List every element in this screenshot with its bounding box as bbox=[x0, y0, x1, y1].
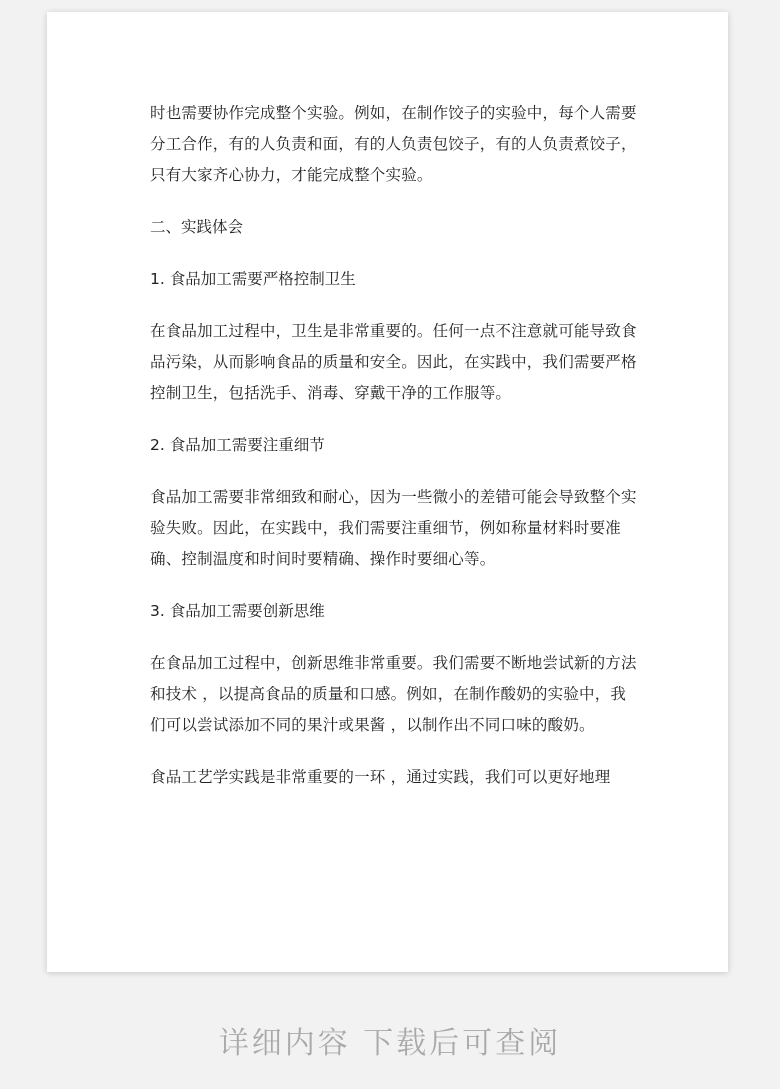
section-heading-practice: 二、实践体会 bbox=[150, 218, 244, 236]
subheading-innovation: 3. 食品加工需要创新思维 bbox=[150, 602, 325, 620]
document-content bbox=[150, 98, 640, 814]
document-page bbox=[47, 12, 728, 972]
paragraph-collaboration: 时也需要协作完成整个实验。例如，在制作饺子的实验中，每个人需要分工合作，有的人负责和面，有的人负责包饺子，有的人负责煮饺子，只有大家齐心协力，才能完成整个实验。 bbox=[150, 104, 637, 184]
paragraph-hygiene: 在食品加工过程中，卫生是非常重要的。任何一点不注意就可能导致食品污染，从而影响食品的质量和安全。因此，在实践中，我们需要严格控制卫生，包括洗手、消毒、穿戴干净的工作服等。 bbox=[150, 322, 637, 402]
paragraph-details: 食品加工需要非常细致和耐心，因为一些微小的差错可能会导致整个实验失败。因此，在实践中，我们需要注重细节，例如称量材料时要准确、控制温度和时间时要精确、操作时要细心等。 bbox=[150, 488, 637, 568]
paragraph-conclusion: 食品工艺学实践是非常重要的一环 ，通过实践，我们可以更好地理 bbox=[150, 768, 611, 786]
subheading-hygiene: 1. 食品加工需要严格控制卫生 bbox=[150, 270, 356, 288]
subheading-details: 2. 食品加工需要注重细节 bbox=[150, 436, 325, 454]
paragraph-innovation: 在食品加工过程中，创新思维非常重要。我们需要不断地尝试新的方法和技术 ，以提高食品的质量和口感。例如，在制作酸奶的实验中，我们可以尝试添加不同的果汁或果酱 ，以制作出不同口味的酸奶。 bbox=[150, 654, 637, 734]
download-hint: 详细内容 下载后可查阅 bbox=[218, 1026, 562, 1061]
